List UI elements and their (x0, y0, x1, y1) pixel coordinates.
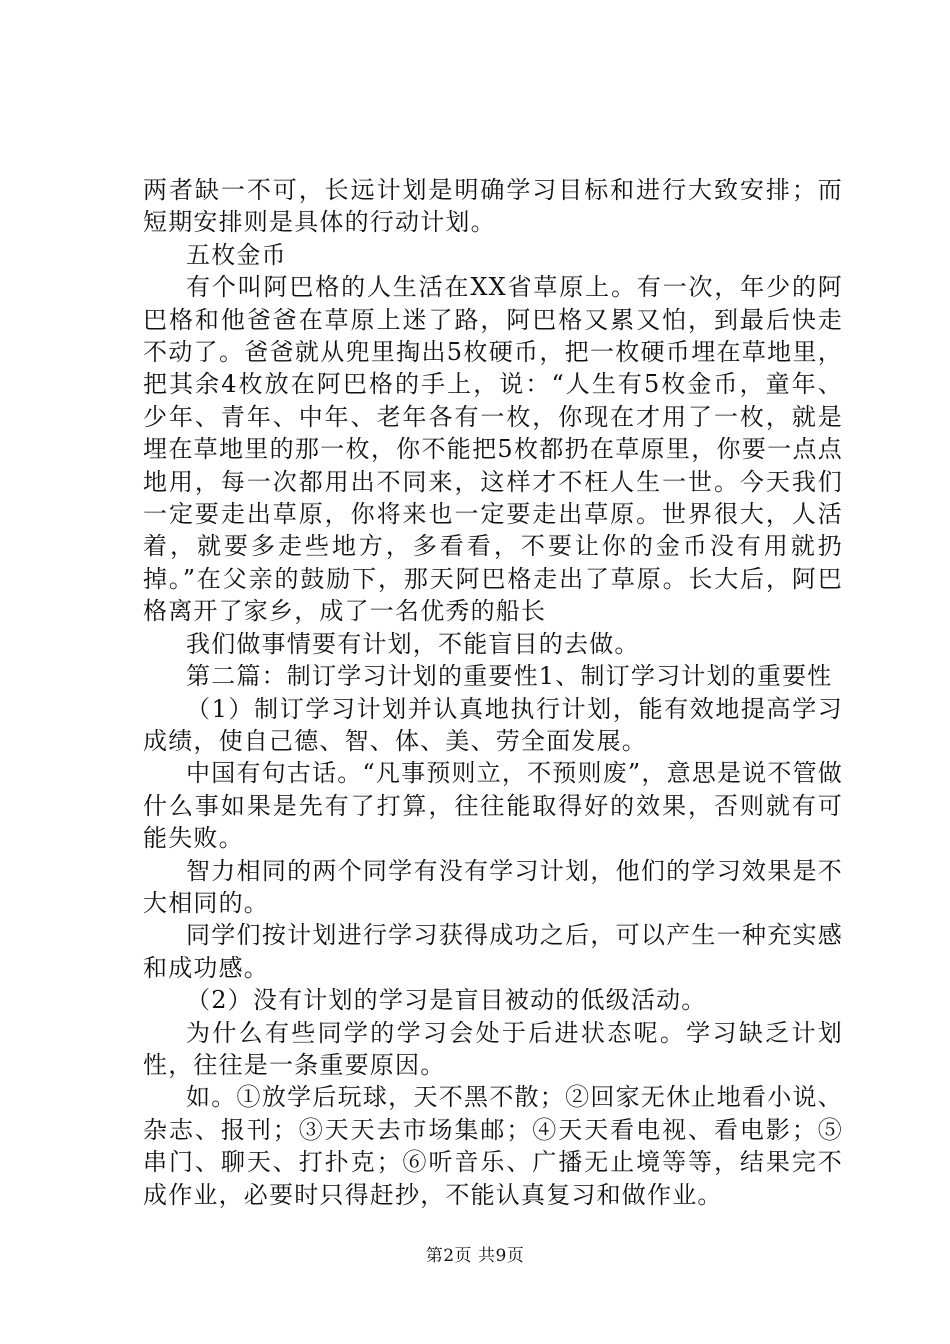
paragraph-plan-balance: 两者缺一不可，长远计划是明确学习目标和进行大致安排；而短期安排则是具体的行动计划。 (143, 176, 843, 237)
page-number-footer: 第2页 共9页 (425, 1246, 525, 1266)
paragraph-proverb: 中国有句古话。“凡事预则立，不预则废”，意思是说不管做什么事如果是先有了打算，往往能取得好的效果，否则就有可能失败。 (143, 759, 843, 853)
paragraph-success-feeling: 同学们按计划进行学习获得成功之后，可以产生一种充实感和成功感。 (143, 921, 843, 982)
document-body (143, 174, 843, 1211)
paragraph-examples: 如。①放学后玩球，天不黑不散；②回家无休止地看小说、杂志、报刊；③天天去市场集邮；④天天看电视、看电影；⑤串门、聊天、打扑克；⑥听音乐、广播无止境等等，结果完不成作业，必要时只得赶抄，不能认真复习和做作业。 (143, 1083, 843, 1209)
chapter-heading-2: 第二篇：制订学习计划的重要性1、制订学习计划的重要性 (186, 662, 833, 691)
paragraph-point-2: （2）没有计划的学习是盲目被动的低级活动。 (186, 986, 707, 1015)
paragraph-point-1: （1）制订学习计划并认真地执行计划，能有效地提高学习成绩，使自己德、智、体、美、劳全面发展。 (143, 694, 843, 755)
paragraph-moral: 我们做事情要有计划，不能盲目的去做。 (186, 629, 640, 658)
paragraph-why-behind: 为什么有些同学的学习会处于后进状态呢。学习缺乏计划性，往往是一条重要原因。 (143, 1018, 843, 1079)
section-title-five-coins: 五枚金币 (186, 240, 287, 269)
paragraph-story: 有个叫阿巴格的人生活在XX省草原上。有一次，年少的阿巴格和他爸爸在草原上迷了路，阿巴格又累又怕，到最后快走不动了。爸爸就从兜里掏出5枚硬币，把一枚硬币埋在草地里，把其余4枚放在阿巴格的手上，说：“人生有5枚金币，童年、少年、青年、中年、老年各有一枚，你现在才用了一枚，就是埋在草地里的那一枚，你不能把5枚都扔在草原里，你要一点点地用，每一次都用出不同来，这样才不枉人生一世。今天我们一定要走出草原，你将来也一定要走出草原。世界很大，人活着，就要多走些地方，多看看，不要让你的金币没有用就扔掉。”在父亲的鼓励下，那天阿巴格走出了草原。长大后，阿巴格离开了家乡，成了一名优秀的船长 (143, 273, 843, 626)
paragraph-same-intelligence: 智力相同的两个同学有没有学习计划，他们的学习效果是不大相同的。 (143, 856, 843, 917)
